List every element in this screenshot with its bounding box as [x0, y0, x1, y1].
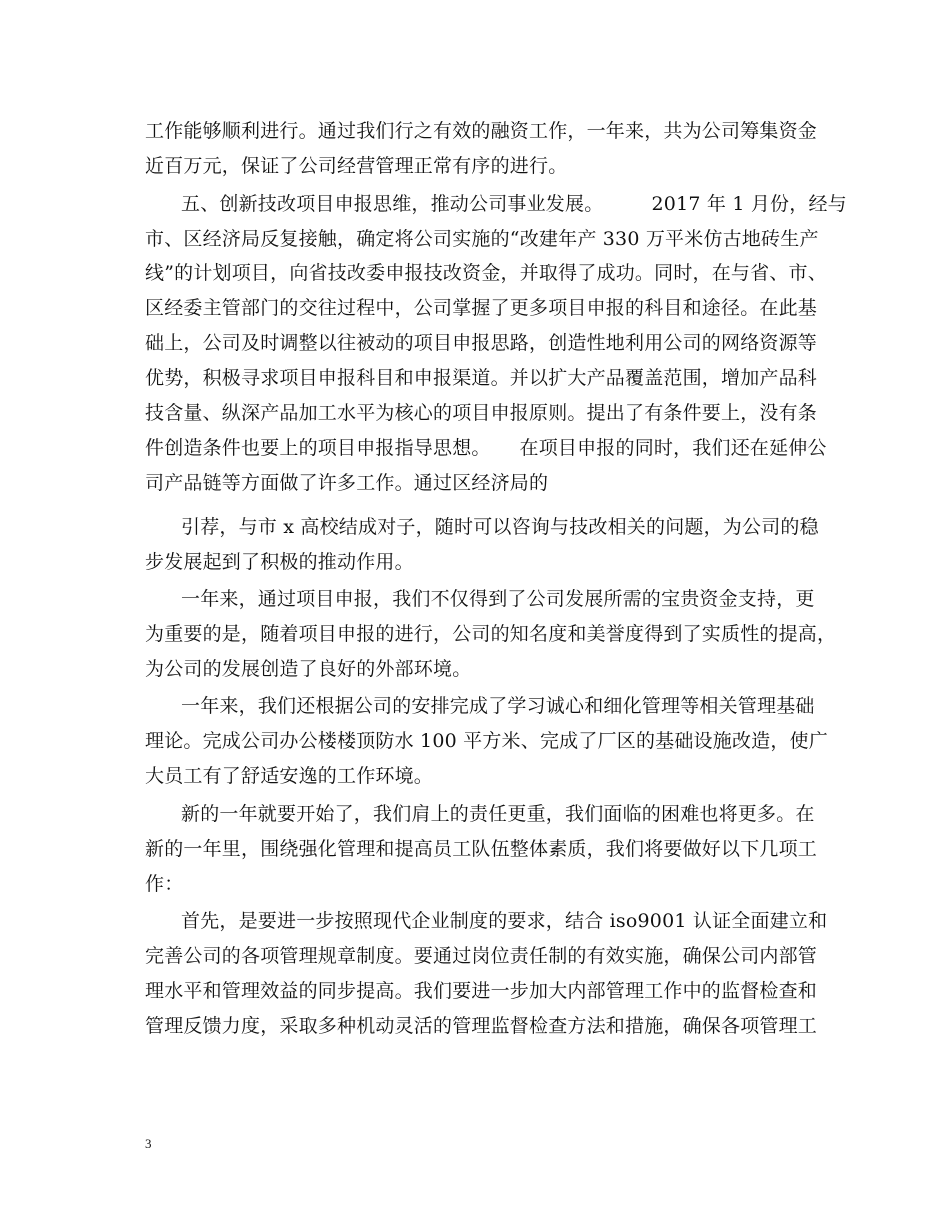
text-line: 市、区经济局反复接触，确定将公司实施的“改建年产 330 万平米仿古地砖生产: [145, 228, 819, 250]
text-line: 技含量、纵深产品加工水平为核心的项目申报原则。提出了有条件要上，没有条: [145, 402, 818, 424]
page-number: 3: [145, 1136, 152, 1151]
text-line: 区经委主管部门的交往过程中，公司掌握了更多项目申报的科目和途径。在此基: [145, 297, 818, 319]
text-line: 完善公司的各项管理规章制度。要通过岗位责任制的有效实施，确保公司内部管: [145, 945, 818, 967]
text-line: 大员工有了舒适安逸的工作环境。: [145, 765, 434, 787]
text-line: 理论。完成公司办公楼楼顶防水 100 平方米、完成了厂区的基础设施改造，使广: [145, 730, 828, 752]
text-line: 管理反馈力度，采取多种机动灵活的管理监督检查方法和措施，确保各项管理工: [145, 1015, 818, 1037]
text-line: 引荐，与市 x 高校结成对子，随时可以咨询与技改相关的问题，为公司的稳: [181, 516, 819, 538]
text-line: 一年来，我们还根据公司的安排完成了学习诚心和细化管理等相关管理基础: [181, 695, 815, 717]
text-line: 理水平和管理效益的同步提高。我们要进一步加大内部管理工作中的监督检查和: [145, 980, 818, 1002]
text-line: 新的一年里，围绕强化管理和提高员工队伍整体素质，我们将要做好以下几项工: [145, 838, 818, 860]
text-line: 五、创新技改项目申报思维，推动公司事业发展。 2017 年 1 月份，经与: [181, 193, 847, 215]
text-line: 为公司的发展创造了良好的外部环境。: [145, 658, 472, 680]
text-line: 为重要的是，随着项目申报的进行，公司的知名度和美誉度得到了实质性的提高，: [145, 623, 837, 645]
text-line: 线”的计划项目，向省技改委申报技改资金，并取得了成功。同时，在与省、市、: [145, 262, 827, 284]
text-line: 优势，积极寻求项目申报科目和申报渠道。并以扩大产品覆盖范围，增加产品科: [145, 367, 818, 389]
text-line: 首先，是要进一步按照现代企业制度的要求，结合 iso9001 认证全面建立和: [181, 910, 828, 932]
text-line: 工作能够顺利进行。通过我们行之有效的融资工作，一年来，共为公司筹集资金: [145, 120, 818, 142]
text-line: 础上，公司及时调整以往被动的项目申报思路，创造性地利用公司的网络资源等: [145, 332, 818, 354]
text-line: 新的一年就要开始了，我们肩上的责任更重，我们面临的困难也将更多。在: [181, 803, 815, 825]
text-line: 一年来，通过项目申报，我们不仅得到了公司发展所需的宝贵资金支持，更: [181, 588, 815, 610]
text-line: 件创造条件也要上的项目申报指导思想。 在项目申报的同时，我们还在延伸公: [145, 437, 827, 459]
text-line: 作：: [145, 873, 184, 895]
text-line: 近百万元，保证了公司经营管理正常有序的进行。: [145, 155, 568, 177]
text-line: 司产品链等方面做了许多工作。通过区经济局的: [145, 472, 549, 494]
text-line: 步发展起到了积极的推动作用。: [145, 551, 414, 573]
